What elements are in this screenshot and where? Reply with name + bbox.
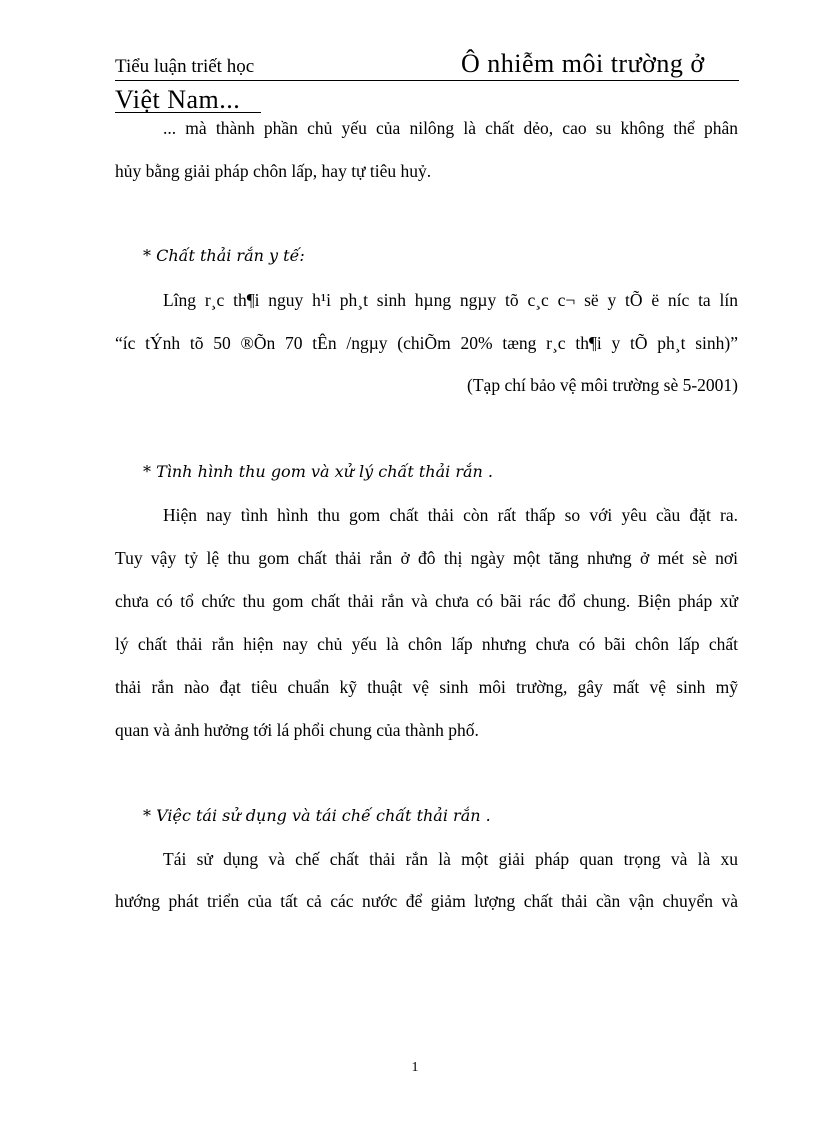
- paragraph-line: quan và ảnh hưởng tới lá phổi chung của thành phố.: [115, 720, 479, 740]
- paragraph-line: hủy bằng giải pháp chôn lấp, hay tự tiêu huỷ.: [115, 161, 432, 181]
- header-title-continuation: Việt Nam...: [115, 85, 241, 114]
- header-continuation-underline: [115, 112, 261, 113]
- paragraph-line: Lîng r¸c th¶i nguy h¹i ph¸t sinh hµng ngµy tõ c¸c c¬ së y tÕ ë níc ta lín: [163, 290, 738, 310]
- paragraph-line: lý chất thải rắn hiện nay chủ yếu là chôn lấp nhưng chưa có bãi chôn lấp chất: [115, 634, 738, 654]
- header-document-title: Ô nhiễm môi trường ở: [461, 49, 705, 78]
- header-document-type: Tiểu luận triết học: [115, 56, 255, 77]
- paragraph-line: thải rắn nào đạt tiêu chuẩn kỹ thuật vệ sinh môi trường, gây mất vệ sinh mỹ: [115, 677, 738, 697]
- section-heading-medical-waste: * Chất thải rắn y tế:: [143, 246, 305, 265]
- header-underline: [115, 80, 739, 81]
- paragraph-line: Tuy vậy tỷ lệ thu gom chất thải rắn ở đô thị ngày một tăng nhưng ở mét sè nơi: [115, 548, 738, 568]
- page-number: 1: [411, 1060, 419, 1075]
- paragraph-line: Tái sử dụng và chế chất thải rắn là một giải pháp quan trọng và là xu: [163, 849, 738, 869]
- paragraph-line: “íc tÝnh tõ 50 ®Õn 70 tÊn /ngµy (chiÕm 20% tæng r¸c th¶i y tÕ ph¸t sinh)”: [115, 333, 738, 353]
- paragraph-line: Hiện nay tình hình thu gom chất thải còn rất thấp so với yêu cầu đặt ra.: [163, 505, 738, 525]
- citation-source: (Tạp chí bảo vệ môi trường sè 5-2001): [467, 375, 738, 395]
- section-heading-collection: * Tình hình thu gom và xử lý chất thải rắn .: [143, 462, 493, 481]
- paragraph-line: ... mà thành phần chủ yếu của nilông là chất dẻo, cao su không thể phân: [163, 118, 738, 138]
- section-heading-reuse-recycle: * Việc tái sử dụng và tái chế chất thải rắn .: [143, 806, 491, 825]
- paragraph-line: hướng phát triển của tất cả các nước để giảm lượng chất thải cần vận chuyển và: [115, 891, 738, 911]
- paragraph-line: chưa có tổ chức thu gom chất thải rắn và chưa có bãi rác đổ chung. Biện pháp xử: [115, 591, 738, 611]
